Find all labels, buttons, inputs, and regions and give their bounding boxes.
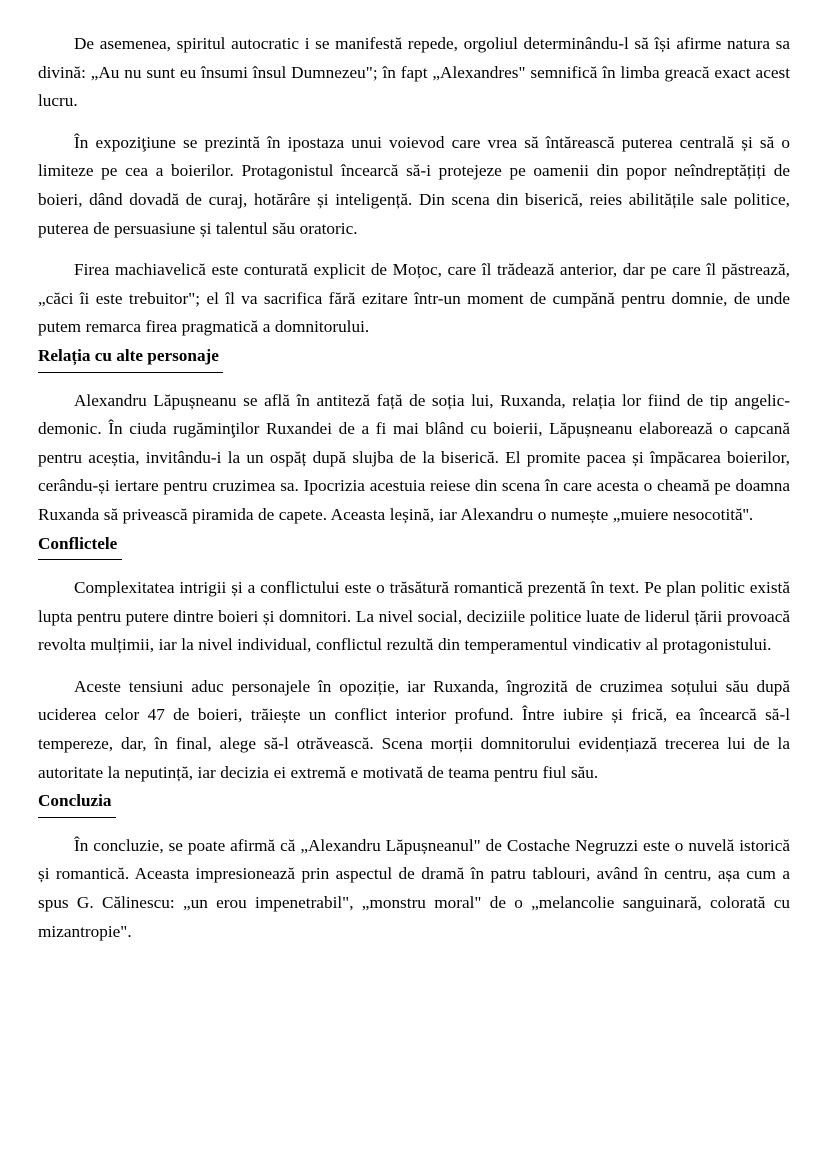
paragraph-3: Firea machiavelică este conturată explicit de Moțoc, care îl trădează anterior, dar pe care îl păstrează, „căci îi este trebuitor"; el îl va sacrifica fără ezitare într-un moment de cumpănă pentru domnie, de unde putem remarca firea pragmatică a domnitorului.	[38, 260, 790, 337]
paragraph-1: De asemenea, spiritul autocratic i se manifestă repede, orgoliul determinându-l să își afirme natura sa divină: „Au nu sunt eu însumi însul Dumnezeu"; în fapt „Alexandres" semnifică în limba greacă exact acest lucru.	[38, 34, 790, 111]
section-heading-conflictele	[38, 530, 790, 561]
section-heading-concluzia	[38, 787, 790, 818]
section-heading-relatia-cu-alte-personaje	[38, 342, 790, 373]
paragraph-2: În expoziţiune se prezintă în ipostaza unui voievod care vrea să întărească puterea centrală și să o limiteze pe cea a boierilor. Protagonistul încearcă să-i protejeze pe oamenii din popor neîndreptățiți de boieri, dând dovadă de curaj, hotărâre și inteligență. Din scena din biserică, reies abilitățile sale politice, puterea de persuasiune și talentul său oratoric.	[38, 132, 790, 238]
section-heading-label: Conflictele	[38, 530, 122, 561]
paragraph-4: Alexandru Lăpușneanu se află în antiteză față de soția lui, Ruxanda, relația lor fiind de tip angelic-demonic. În ciuda rugăminţilor Ruxandei de a fi mai blând cu boierii, Lăpușneanu elaborează o capcană pentru aceștia, invitându-i la un ospăț după slujba de la biserică. El promite pacea și împăcarea boierilor, cerându-și iertare pentru cruzimea sa. Ipocrizia acestuia reiese din scena în care acesta o cheamă pe doamna Ruxanda să privească piramida de capete. Aceasta leșină, iar Alexandru o numește „muiere nesocotită''.	[38, 390, 790, 524]
section-heading-label: Relația cu alte personaje	[38, 342, 223, 373]
paragraph-5: Complexitatea intrigii și a conflictului este o trăsătură romantică prezentă în text. Pe plan politic există lupta pentru putere dintre boieri și domnitori. La nivel social, deciziile politice luate de liderul țării provoacă revolta mulțimii, iar la nivel individual, conflictul rezultă din temperamentul vindicativ al protagonistului.	[38, 578, 790, 655]
paragraph-6: Aceste tensiuni aduc personajele în opoziție, iar Ruxanda, îngrozită de cruzimea soțului său după uciderea celor 47 de boieri, trăiește un conflict interior profund. Între iubire și frică, ea încearcă să-l tempereze, dar, în final, alege să-l otrăvească. Scena morții domnitorului evidențiază trecerea lui de la autoritate la neputință, iar decizia ei extremă e motivată de teama pentru fiul său.	[38, 676, 790, 782]
section-heading-label: Concluzia	[38, 787, 116, 818]
paragraph-7: În concluzie, se poate afirmă că „Alexandru Lăpușneanul" de Costache Negruzzi este o nuvelă istorică și romantică. Aceasta impresionează prin aspectul de dramă în patru tablouri, având în centru, așa cum a spus G. Călinescu: „un erou impenetrabil", „monstru moral" de o „melancolie sanguinară, colorată cu mizantropie".	[38, 835, 790, 941]
document-text-body	[38, 30, 790, 946]
